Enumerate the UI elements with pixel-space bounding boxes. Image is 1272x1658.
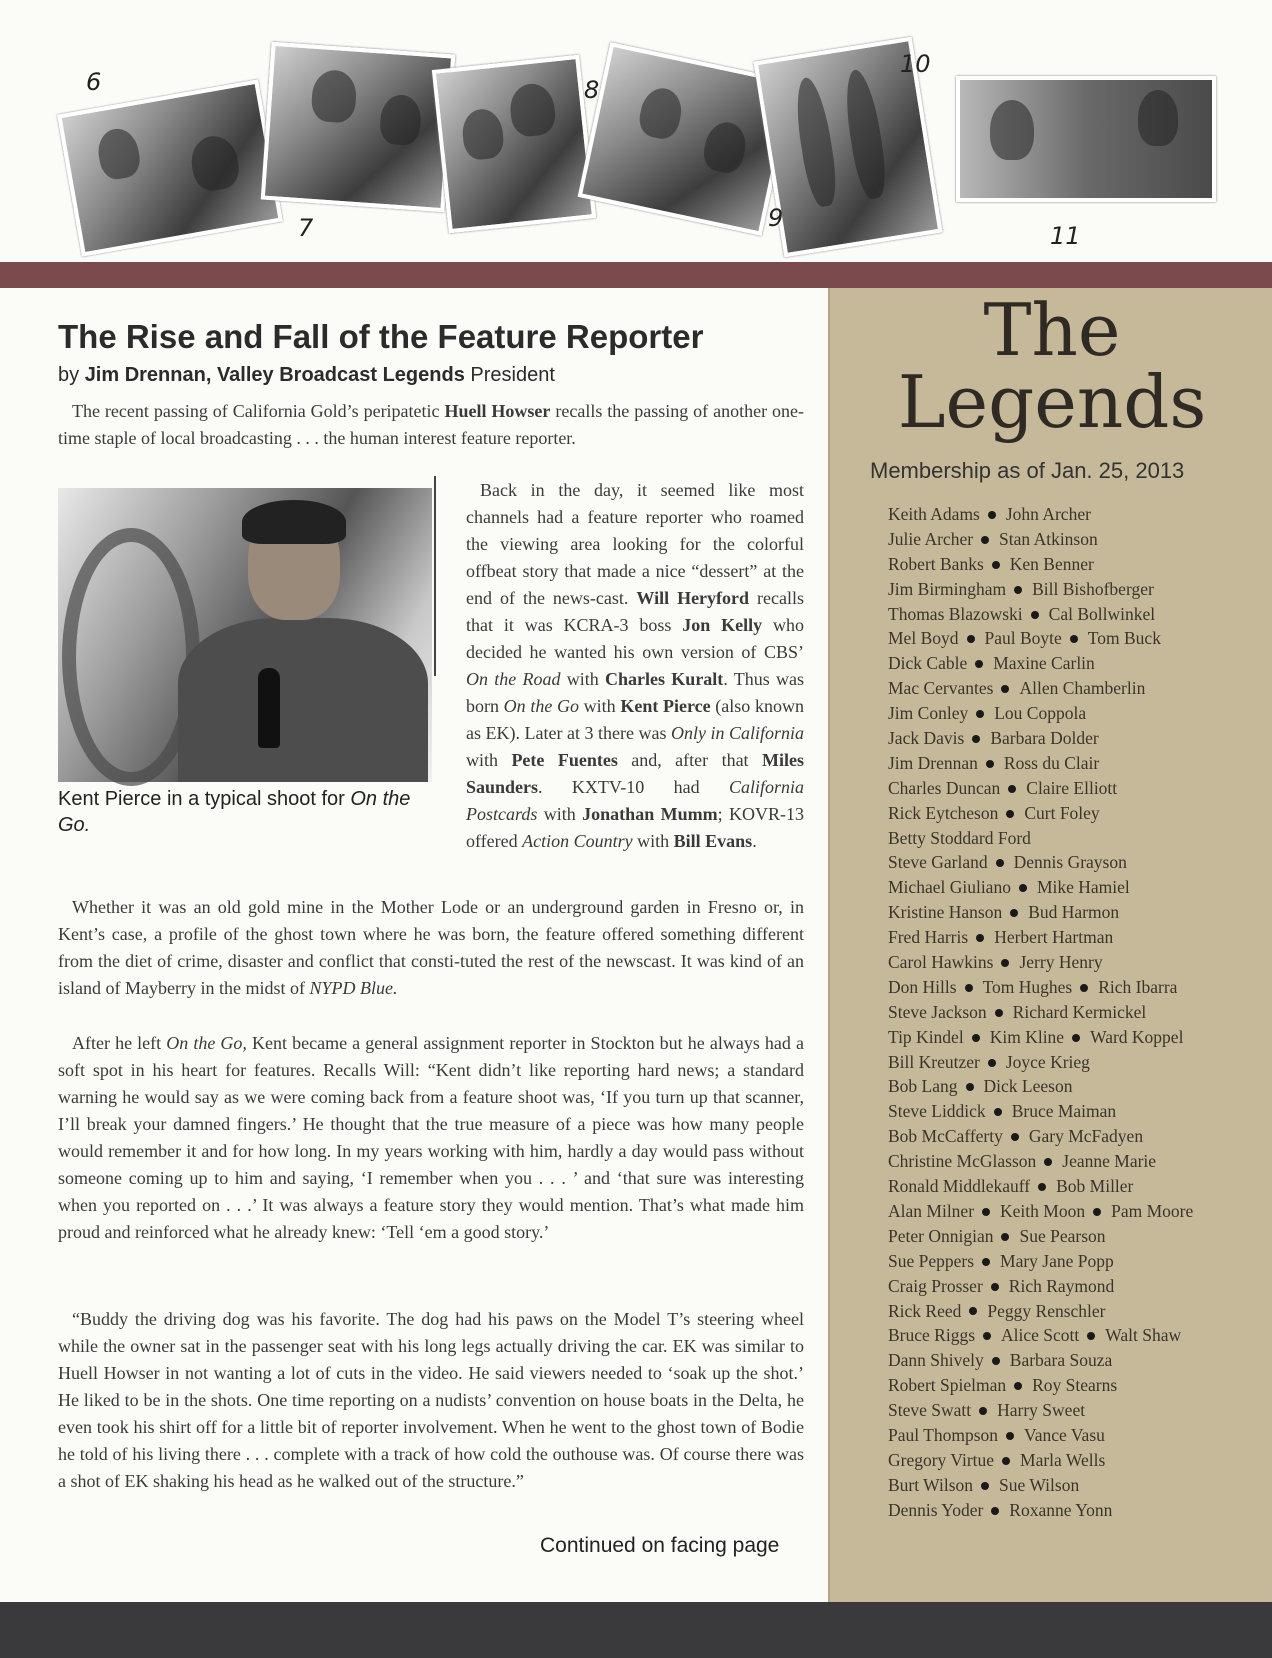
name: Charles Kuralt <box>605 669 724 689</box>
bullet-icon <box>992 1357 1000 1365</box>
member-name: Steve Liddick <box>888 1101 986 1122</box>
member-row <box>888 1373 1268 1398</box>
member-name: Bob Lang <box>888 1076 958 1097</box>
member-row <box>888 701 1268 726</box>
member-row <box>888 726 1268 751</box>
member-name: Fred Harris <box>888 927 969 948</box>
text: Kent became a general assignment reporter in Stockton but he always had a soft spot in his heart for features. Recalls Will: “Kent didn’t like reporting hard news; a standard warning he would say as we were coming back from a feature shoot was, ‘If you turn up that scanner, I’ll break your damned fingers.’ He thought that the true measure of a piece was how many people would remember it and for how long. In my years working with him, hardly a day would pass without someone coming up to him and saying, ‘I remember when you . . . ’ and ‘that sure was interesting when you reported on . . .’ It was always a feature story they would mention. That’s what made him proud and reinforced what he already knew: ‘Tell ‘em a good story.’ <box>58 1033 804 1242</box>
photo-number: 10 <box>900 50 931 78</box>
member-name: Roxanne Yonn <box>1009 1499 1113 1520</box>
member-name: Jim Conley <box>888 703 969 724</box>
photo-strip <box>0 0 1272 262</box>
member-row <box>888 577 1268 602</box>
member-row <box>888 651 1268 676</box>
member-row <box>888 950 1268 975</box>
member-name: Cal Bollwinkel <box>1048 603 1156 624</box>
member-row <box>888 900 1268 925</box>
member-name: Robert Banks <box>888 553 984 574</box>
article-paragraph-5: “Buddy the driving dog was his favorite. The dog had his paws on the Model T’s steering wheel while the owner sat in the passenger seat with his long legs actually driving the car. EK was similar to Huell Howser in not wanting a lot of cuts in the video. He said viewers needed to ‘soak up the shot.’ He liked to be in the shots. One time reporting on a nudists’ convention on house boats in the Delta, he even took his shirt off for a little bit of reporter involvement. When he went to the ghost town of Bodie he told of his living there . . . complete with a track of how cold the outhouse was. Of course there was a shot of EK shaking his head as he walked out of the structure.” <box>58 1309 804 1491</box>
member-name: Alice Scott <box>1001 1325 1080 1346</box>
text: . <box>752 831 757 851</box>
bullet-icon <box>969 1307 977 1315</box>
member-name: Peter Onnigian <box>888 1225 994 1246</box>
member-row <box>888 1473 1268 1498</box>
member-name: John Archer <box>1005 504 1091 524</box>
bullet-icon <box>967 635 975 643</box>
bullet-icon <box>1014 1382 1022 1390</box>
member-name: Dann Shively <box>888 1350 984 1371</box>
member-name: Keith Adams <box>888 504 980 524</box>
caption-italic: On the Go. <box>58 788 411 836</box>
member-name: Keith Moon <box>1000 1200 1086 1221</box>
member-row <box>888 527 1268 552</box>
show-title: On the Go <box>503 696 579 716</box>
bullet-icon <box>1044 1158 1052 1166</box>
member-name: Thomas Blazowski <box>888 603 1023 624</box>
bullet-icon <box>1087 1332 1095 1340</box>
bullet-icon <box>983 1332 991 1340</box>
bullet-icon <box>1006 1432 1014 1440</box>
member-name: Jeanne Marie <box>1062 1151 1157 1172</box>
member-name: Steve Swatt <box>888 1400 972 1421</box>
photo-number: 6 <box>86 68 102 96</box>
member-name: Gregory Virtue <box>888 1449 995 1470</box>
member-name: Michael Giuliano <box>888 877 1011 898</box>
member-name: Pam Moore <box>1111 1200 1194 1221</box>
byline-prefix: by <box>58 364 85 386</box>
bullet-icon <box>982 1258 990 1266</box>
bullet-icon <box>1019 884 1027 892</box>
bullet-icon <box>995 1009 1003 1017</box>
photo-7 <box>261 42 456 212</box>
photo-6 <box>57 79 283 256</box>
article-paragraph-4 <box>58 1030 804 1246</box>
member-list <box>888 502 1268 1523</box>
member-name: Bruce Maiman <box>1011 1101 1117 1122</box>
member-name: Roy Stearns <box>1032 1375 1118 1396</box>
member-name: Dick Cable <box>888 653 968 674</box>
member-name: Robert Spielman <box>888 1375 1007 1396</box>
bullet-icon <box>981 536 989 544</box>
bullet-icon <box>1014 586 1022 594</box>
member-row <box>888 1224 1268 1249</box>
member-row <box>888 1000 1268 1025</box>
member-name: Jim Drennan <box>888 752 978 773</box>
text: with <box>632 831 674 851</box>
member-row <box>888 602 1268 627</box>
kent-pierce-photo <box>58 488 432 782</box>
member-name: Jerry Henry <box>1019 952 1103 973</box>
text: (also known as EK). Later at 3 there was <box>466 696 804 743</box>
member-row <box>888 1398 1268 1423</box>
text: . KXTV-10 had <box>538 777 729 797</box>
bullet-icon <box>1031 611 1039 619</box>
member-name: Herbert Hartman <box>994 927 1114 948</box>
photo-8 <box>432 55 596 234</box>
member-name: Rick Eytcheson <box>888 802 999 823</box>
bullet-icon <box>1001 1233 1009 1241</box>
member-name: Walt Shaw <box>1105 1325 1182 1346</box>
name: Bill Evans <box>673 831 753 851</box>
member-row <box>888 1348 1268 1373</box>
bullet-icon <box>988 1059 996 1067</box>
member-row <box>888 1423 1268 1448</box>
member-name: Sue Pearson <box>1019 1225 1106 1246</box>
member-name: Richard Kermickel <box>1012 1001 1147 1022</box>
member-name: Steve Garland <box>888 852 988 873</box>
text: Back in the day, it seemed like most channels had a feature reporter who roamed the viewing area looking for the colorful offbeat story that made a nice “dessert” at the end of the news-cast. <box>466 480 804 608</box>
member-name: Gary McFadyen <box>1028 1126 1144 1147</box>
text: recalls the passing of another one-time staple of local broadcasting . . . the human interest feature reporter. <box>58 401 804 448</box>
text: with <box>537 804 583 824</box>
member-name: Barbara Souza <box>1009 1350 1113 1371</box>
photo-figure <box>178 618 428 782</box>
member-name: Bill Bishofberger <box>1032 578 1154 599</box>
bullet-icon <box>972 735 980 743</box>
member-name: Carol Hawkins <box>888 952 994 973</box>
member-row <box>888 1025 1268 1050</box>
member-row <box>888 1074 1268 1099</box>
member-name: Ken Benner <box>1009 553 1094 574</box>
bullet-icon <box>1072 1034 1080 1042</box>
show-title: On the Road <box>466 669 561 689</box>
member-row <box>888 1448 1268 1473</box>
member-name: Mac Cervantes <box>888 678 994 699</box>
member-row <box>888 1149 1268 1174</box>
member-row <box>888 826 1268 851</box>
bullet-icon <box>986 760 994 768</box>
name-huell-howser: Huell Howser <box>444 401 551 421</box>
microphone <box>258 668 280 748</box>
member-name: Harry Sweet <box>997 1400 1086 1421</box>
member-row <box>888 502 1268 527</box>
text: The recent passing of California Gold’s peripatetic <box>72 401 445 421</box>
member-name: Rich Ibarra <box>1098 976 1178 997</box>
bullet-icon <box>1008 785 1016 793</box>
article-paragraph-2 <box>466 477 804 855</box>
bullet-icon <box>966 1083 974 1091</box>
photo-number: 7 <box>298 214 314 242</box>
bullet-icon <box>1070 635 1078 643</box>
bullet-icon <box>1001 685 1009 693</box>
member-name: Curt Foley <box>1024 802 1100 823</box>
bullet-icon <box>975 660 983 668</box>
member-name: Rich Raymond <box>1008 1275 1115 1296</box>
member-name: Ross du Clair <box>1003 752 1100 773</box>
member-name: Charles Duncan <box>888 777 1001 798</box>
member-row <box>888 1274 1268 1299</box>
member-row <box>888 975 1268 1000</box>
member-row <box>888 925 1268 950</box>
article-paragraph-1 <box>58 398 804 452</box>
bullet-icon <box>1011 1133 1019 1141</box>
member-name: Paul Boyte <box>984 628 1062 649</box>
member-name: Betty Stoddard Ford <box>888 827 1031 848</box>
member-name: Bob Miller <box>1056 1176 1134 1197</box>
member-name: Tip Kindel <box>888 1026 964 1047</box>
member-row <box>888 776 1268 801</box>
member-name: Mary Jane Popp <box>1000 1250 1114 1271</box>
member-name: Dennis Grayson <box>1013 852 1127 873</box>
name: Miles Saunders <box>466 750 804 797</box>
member-name: Don Hills <box>888 976 957 997</box>
bullet-icon <box>1001 959 1009 967</box>
name: Jon Kelly <box>682 615 763 635</box>
text: After he left <box>72 1033 167 1053</box>
member-row <box>888 751 1268 776</box>
name: Pete Fuentes <box>511 750 618 770</box>
member-row <box>888 1323 1268 1348</box>
member-row <box>888 1050 1268 1075</box>
member-name: Craig Prosser <box>888 1275 983 1296</box>
text: recalls that it was KCRA-3 boss <box>466 588 805 635</box>
member-row <box>888 1174 1268 1199</box>
member-row <box>888 1299 1268 1324</box>
member-row <box>888 626 1268 651</box>
photo-number: 8 <box>584 76 600 104</box>
show-title: Action Country <box>522 831 633 851</box>
article-paragraph-3 <box>58 894 804 1002</box>
bullet-icon <box>981 1482 989 1490</box>
member-row <box>888 1498 1268 1523</box>
member-row <box>888 1249 1268 1274</box>
member-name: Burt Wilson <box>888 1474 974 1495</box>
member-name: Rick Reed <box>888 1300 962 1321</box>
name: Will Heryford <box>636 588 750 608</box>
member-name: Ward Koppel <box>1090 1026 1184 1047</box>
bullet-icon <box>1038 1183 1046 1191</box>
byline-name: Jim Drennan, Valley Broadcast Legends <box>84 364 465 386</box>
photo-11 <box>956 76 1216 202</box>
member-name: Sue Peppers <box>888 1250 975 1271</box>
show-title: Only in California <box>670 723 804 743</box>
show-title: On the Go, <box>166 1033 247 1053</box>
bullet-icon <box>994 1108 1002 1116</box>
member-name: Ronald Middlekauff <box>888 1176 1031 1197</box>
name: Jonathan Mumm <box>582 804 718 824</box>
bullet-icon <box>992 561 1000 569</box>
caption-text: Kent Pierce in a typical shoot for <box>58 788 351 810</box>
member-name: Jim Birmingham <box>888 578 1007 599</box>
member-row <box>888 1099 1268 1124</box>
bullet-icon <box>976 710 984 718</box>
member-row <box>888 1199 1268 1224</box>
member-name: Barbara Dolder <box>990 728 1099 749</box>
member-name: Joyce Krieg <box>1005 1051 1090 1072</box>
bullet-icon <box>1093 1208 1101 1216</box>
text: . Thus was born <box>466 669 805 716</box>
text: and, after that <box>617 750 762 770</box>
member-name: Sue Wilson <box>999 1474 1080 1495</box>
bottom-divider-band <box>0 1602 1272 1658</box>
member-row <box>888 850 1268 875</box>
member-row <box>888 676 1268 701</box>
text: ; KOVR-13 offered <box>466 804 804 851</box>
member-name: Alan Milner <box>888 1200 975 1221</box>
sidebar-title-line2: Legends <box>897 360 1207 444</box>
member-name: Bob McCafferty <box>888 1126 1003 1147</box>
photo-caption <box>58 786 438 838</box>
name: Kent Pierce <box>620 696 711 716</box>
member-name: Christine McGlasson <box>888 1151 1037 1172</box>
legends-sidebar <box>828 288 1272 1602</box>
member-row <box>888 1124 1268 1149</box>
bullet-icon <box>979 1407 987 1415</box>
sidebar-title-line1: The <box>983 288 1121 372</box>
bullet-icon <box>976 934 984 942</box>
photo-edge-line <box>434 476 436 676</box>
bullet-icon <box>965 984 973 992</box>
bullet-icon <box>996 859 1004 867</box>
bullet-icon <box>1002 1457 1010 1465</box>
photo-number: 9 <box>768 204 784 232</box>
member-name: Allen Chamberlin <box>1019 678 1146 699</box>
member-name: Kristine Hanson <box>888 902 1003 923</box>
member-name: Julie Archer <box>888 528 974 549</box>
bullet-icon <box>972 1034 980 1042</box>
photo-number: 11 <box>1050 222 1081 250</box>
bullet-icon <box>982 1208 990 1216</box>
member-name: Marla Wells <box>1020 1449 1106 1470</box>
sidebar-subtitle: Membership as of Jan. 25, 2013 <box>870 458 1185 483</box>
member-name: Steve Jackson <box>888 1001 987 1022</box>
member-name: Peggy Renschler <box>987 1300 1106 1321</box>
member-name: Bill Kreutzer <box>888 1051 980 1072</box>
member-name: Maxine Carlin <box>993 653 1095 674</box>
member-name: Stan Atkinson <box>999 528 1098 549</box>
member-name: Kim Kline <box>989 1026 1065 1047</box>
member-name: Lou Coppola <box>994 703 1087 724</box>
text: with <box>560 669 606 689</box>
show-title: California Postcards <box>466 777 804 824</box>
continued-note: Continued on facing page <box>540 1534 780 1557</box>
member-row <box>888 801 1268 826</box>
article-byline <box>58 364 555 387</box>
member-name: Jack Davis <box>888 728 965 749</box>
member-name: Claire Elliott <box>1026 777 1118 798</box>
member-row <box>888 875 1268 900</box>
member-name: Mel Boyd <box>888 628 959 649</box>
bullet-icon <box>991 1507 999 1515</box>
member-name: Tom Buck <box>1087 628 1161 649</box>
member-name: Mike Hamiel <box>1036 877 1130 898</box>
member-row <box>888 552 1268 577</box>
member-name: Tom Hughes <box>982 976 1073 997</box>
bullet-icon <box>988 511 996 519</box>
bullet-icon <box>1010 909 1018 917</box>
text: with <box>466 750 512 770</box>
text: with <box>579 696 621 716</box>
article-headline: The Rise and Fall of the Feature Reporter <box>58 318 704 355</box>
member-name: Paul Thompson <box>888 1424 999 1445</box>
bullet-icon <box>1080 984 1088 992</box>
member-name: Bruce Riggs <box>888 1325 976 1346</box>
byline-suffix: President <box>464 364 555 386</box>
show-title: NYPD Blue. <box>309 978 398 998</box>
member-name: Dennis Yoder <box>888 1499 984 1520</box>
text: who decided he wanted his own version of CBS’ <box>466 615 804 662</box>
bullet-icon <box>1006 810 1014 818</box>
member-name: Dick Leeson <box>983 1076 1073 1097</box>
bullet-icon <box>991 1283 999 1291</box>
member-name: Bud Harmon <box>1028 902 1120 923</box>
text: Whether it was an old gold mine in the Mother Lode or an underground garden in Fresno or, in Kent’s case, a profile of the ghost town where he was born, the feature offered something different from the diet of crime, disaster and conflict that consti-tuted the rest of the newscast. It was kind of an island of Mayberry in the midst of <box>58 897 804 998</box>
photo-figure <box>242 500 346 544</box>
top-divider-band <box>0 262 1272 288</box>
member-name: Vance Vasu <box>1024 1424 1105 1445</box>
